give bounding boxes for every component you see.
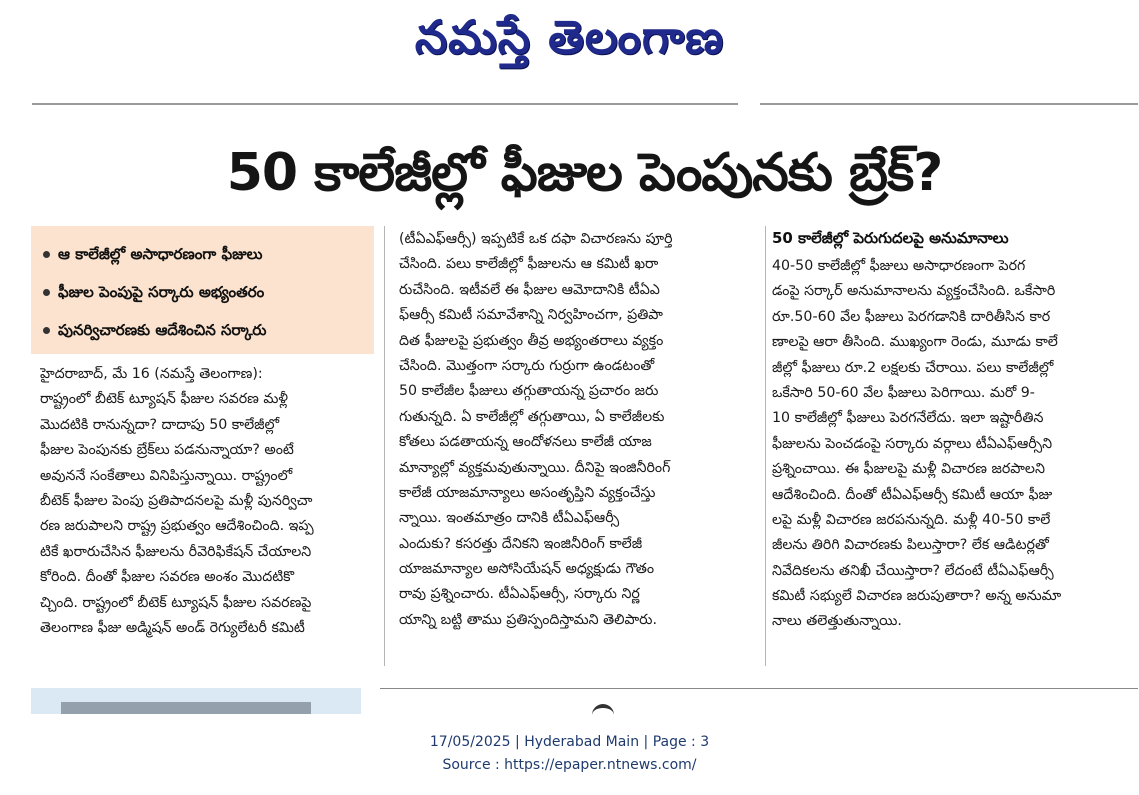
text-line: దిత ఫీజులపై ప్రభుత్వం తీవ్ర అభ్యంతరాలు వ్యక్తం: [399, 332, 664, 349]
text-line: 10 కాలేజీల్లో ఫీజులు పెరగనేలేదు. ఇలా ఇష్టారీతిన: [772, 410, 1044, 427]
cropped-heading: [61, 702, 311, 714]
text-line: ఎందుకు? కసరత్తు దేనికని ఇంజినీరింగ్ కాలేజీ: [399, 535, 643, 552]
footer-date-line: 17/05/2025 | Hyderabad Main | Page : 3: [429, 734, 710, 750]
text-line: న్నాయి. ఇంతమాత్రం దానికి టీఏఎఫ్ఆర్సీ: [399, 510, 620, 527]
bullet-icon: [43, 327, 50, 334]
text-line: హైదరాబాద్, మే 16 (నమస్తే తెలంగాణ):: [40, 366, 263, 382]
article-bottom-rule: [380, 688, 1138, 689]
text-line: ఫీజులను పెంచడంపై సర్కారు వర్గాలు టీఏఎఫ్ఆర్సీని: [772, 435, 1053, 452]
text-line: చ్చింది. రాష్ట్రంలో బీటెక్ ట్యూషన్ ఫీజుల సవరణపై: [40, 594, 312, 611]
text-line: నాలు తలెత్తుతున్నాయి.: [772, 613, 902, 630]
bullet-icon: [43, 289, 50, 296]
text-line: బీటెక్ ఫీజుల పెంపు ప్రతిపాదనలపై మళ్లీ పునర్విచా: [40, 492, 313, 509]
text-line: మొదటికి రానున్నదా? దాదాపు 50 కాలేజీల్లో: [40, 416, 280, 433]
text-line: రావు ప్రశ్నించారు. టీఏఎఫ్ఆర్సీ, సర్కారు నిర్ణ: [399, 586, 640, 603]
highlights-box: [31, 226, 374, 354]
highlight-item: [43, 236, 262, 272]
text-line: తెలంగాణ ఫీజు అడ్మిషన్ అండ్ రెగ్యులేటరీ కమిటీ: [40, 619, 305, 636]
text-line: చేసింది. మొత్తంగా సర్కారు గుర్రుగా ఉండటంతో: [399, 357, 655, 374]
text-line: ఫ్ఆర్సీ కమిటీ సమావేశాన్ని నిర్వహించగా, ప్రతిపా: [399, 307, 663, 324]
footer-source-line: Source : https://epaper.ntnews.com/: [442, 757, 697, 773]
text-line: చేసింది. పలు కాలేజీల్లో ఫీజులను ఆ కమిటీ ఖరా: [399, 256, 659, 273]
text-line: నివేదికలను తనిఖీ చేయిస్తారా? లేదంటే టీఏఎఫ్ఆర్సీ: [772, 562, 1054, 579]
text-line: కమిటీ సభ్యులే విచారణ జరుపుతారా? అన్న అనుమా: [772, 588, 1062, 605]
highlight-text: ఫీజుల పెంపుపై సర్కారు అభ్యంతరం: [58, 283, 265, 301]
column-divider: [384, 226, 385, 666]
column-subheading: 50 కాలేజీల్లో పెరుగుదలపై అనుమానాలు: [772, 229, 1009, 247]
text-line: రూ.50-60 వేల ఫీజులు పెరగడానికి దారితీసిన కార: [772, 308, 1051, 325]
text-line: జీలను తిరిగి విచారణకు పిలుస్తారా? లేక ఆడిటర్లతో: [772, 537, 1049, 554]
text-line: రాష్ట్రంలో బీటెక్ ట్యూషన్ ఫీజుల సవరణ మళ్లీ: [40, 391, 289, 408]
article-column-1: [40, 362, 376, 641]
text-line: డంపై సర్కార్ అనుమానాలను వ్యక్తంచేసింది. ఒకేసారి: [772, 283, 1056, 300]
text-line: యాన్ని బట్టి తాము ప్రతిస్పందిస్తామని తెలిపారు.: [399, 611, 657, 628]
headline: 50 కాలేజీల్లో ఫీజుల పెంపునకు బ్రేక్?: [226, 143, 943, 203]
article-column-3: [772, 254, 1132, 635]
masthead: [0, 0, 1139, 80]
text-line: ఫీజుల పెంపునకు బ్రేక్‌లు పడనున్నాయా? అంటే: [40, 442, 294, 459]
next-article-strip: [31, 688, 361, 714]
text-line: గుతున్నది. ఏ కాలేజీల్లో తగ్గుతాయి, ఏ కాలేజీలకు: [399, 408, 665, 425]
text-line: (టీఏఎఫ్ఆర్సీ) ఇప్పటికే ఒక దఫా విచారణను పూర్తి: [399, 231, 673, 247]
bullet-icon: [43, 251, 50, 258]
text-line: ఆదేశించింది. దీంతో టీఏఎఫ్ఆర్సీ కమిటీ ఆయా ఫీజు: [772, 486, 1053, 503]
text-line: లపై మళ్లీ విచారణ జరపనున్నది. మళ్లీ 40-50 కాలే: [772, 511, 1051, 528]
text-line: అవుననే సంకేతాలు వినిపిస్తున్నాయి. రాష్ట్రంలో: [40, 467, 293, 484]
text-line: ఒకేసారి 50-60 వేల ఫీజులు పెరిగాయి. మరో 9-: [772, 384, 1035, 401]
text-line: టికే ఖరారుచేసిన ఫీజులను రీవెరిఫికేషన్ చేయాలని: [40, 543, 312, 560]
masthead-divider: [32, 103, 738, 105]
masthead-divider-right: [760, 103, 1138, 105]
text-line: జీల్లో ఫీజులు రూ.2 లక్షలకు చేరాయి. పలు కాలేజీల్లో: [772, 359, 1054, 376]
text-line: కాలేజీ యాజమాన్యాలు అసంతృప్తిని వ్యక్తంచేస్తు: [399, 484, 656, 501]
text-line: 40-50 కాలేజీల్లో ఫీజులు అసాధారణంగా పెరగ: [772, 258, 1026, 274]
text-line: కోతలు పడతాయన్న ఆందోళనలు కాలేజీ యాజ: [399, 434, 652, 451]
text-line: 50 కాలేజీల ఫీజులు తగ్గుతాయన్న ప్రచారం జరు: [399, 383, 659, 400]
text-line: రణ జరుపాలని రాష్ట్ర ప్రభుత్వం ఆదేశించింది. ఇప్ప: [40, 518, 314, 535]
cropped-glyph: [592, 704, 614, 720]
text-line: ప్రశ్నించాయి. ఈ ఫీజులపై మళ్లీ విచారణ జరపాలని: [772, 461, 1045, 478]
text-line: ణాలపై ఆరా తీసింది. ముఖ్యంగా రెండు, మూడు కాలే: [772, 334, 1058, 351]
article-column-2: [399, 227, 759, 633]
highlight-item: [43, 312, 266, 348]
masthead-logo: నమస్తే తెలంగాణ: [414, 10, 725, 64]
text-line: మాన్యాల్లో వ్యక్తమవుతున్నాయి. దీనిపై ఇంజినీరింగ్: [399, 459, 671, 476]
text-line: రుచేసింది. ఇటీవలే ఈ ఫీజుల ఆమోదానికి టీఏఎ: [399, 281, 660, 298]
highlight-text: పునర్విచారణకు ఆదేశించిన సర్కారు: [58, 321, 267, 339]
highlight-text: ఆ కాలేజీల్లో అసాధారణంగా ఫీజులు: [58, 245, 263, 263]
column-divider: [765, 226, 766, 666]
text-line: కోరింది. దీంతో ఫీజుల సవరణ అంశం మొదటికొ: [40, 569, 295, 586]
highlight-item: [43, 274, 264, 310]
text-line: యాజమాన్యాల అసోసియేషన్ అధ్యక్షుడు గౌతం: [399, 561, 655, 578]
